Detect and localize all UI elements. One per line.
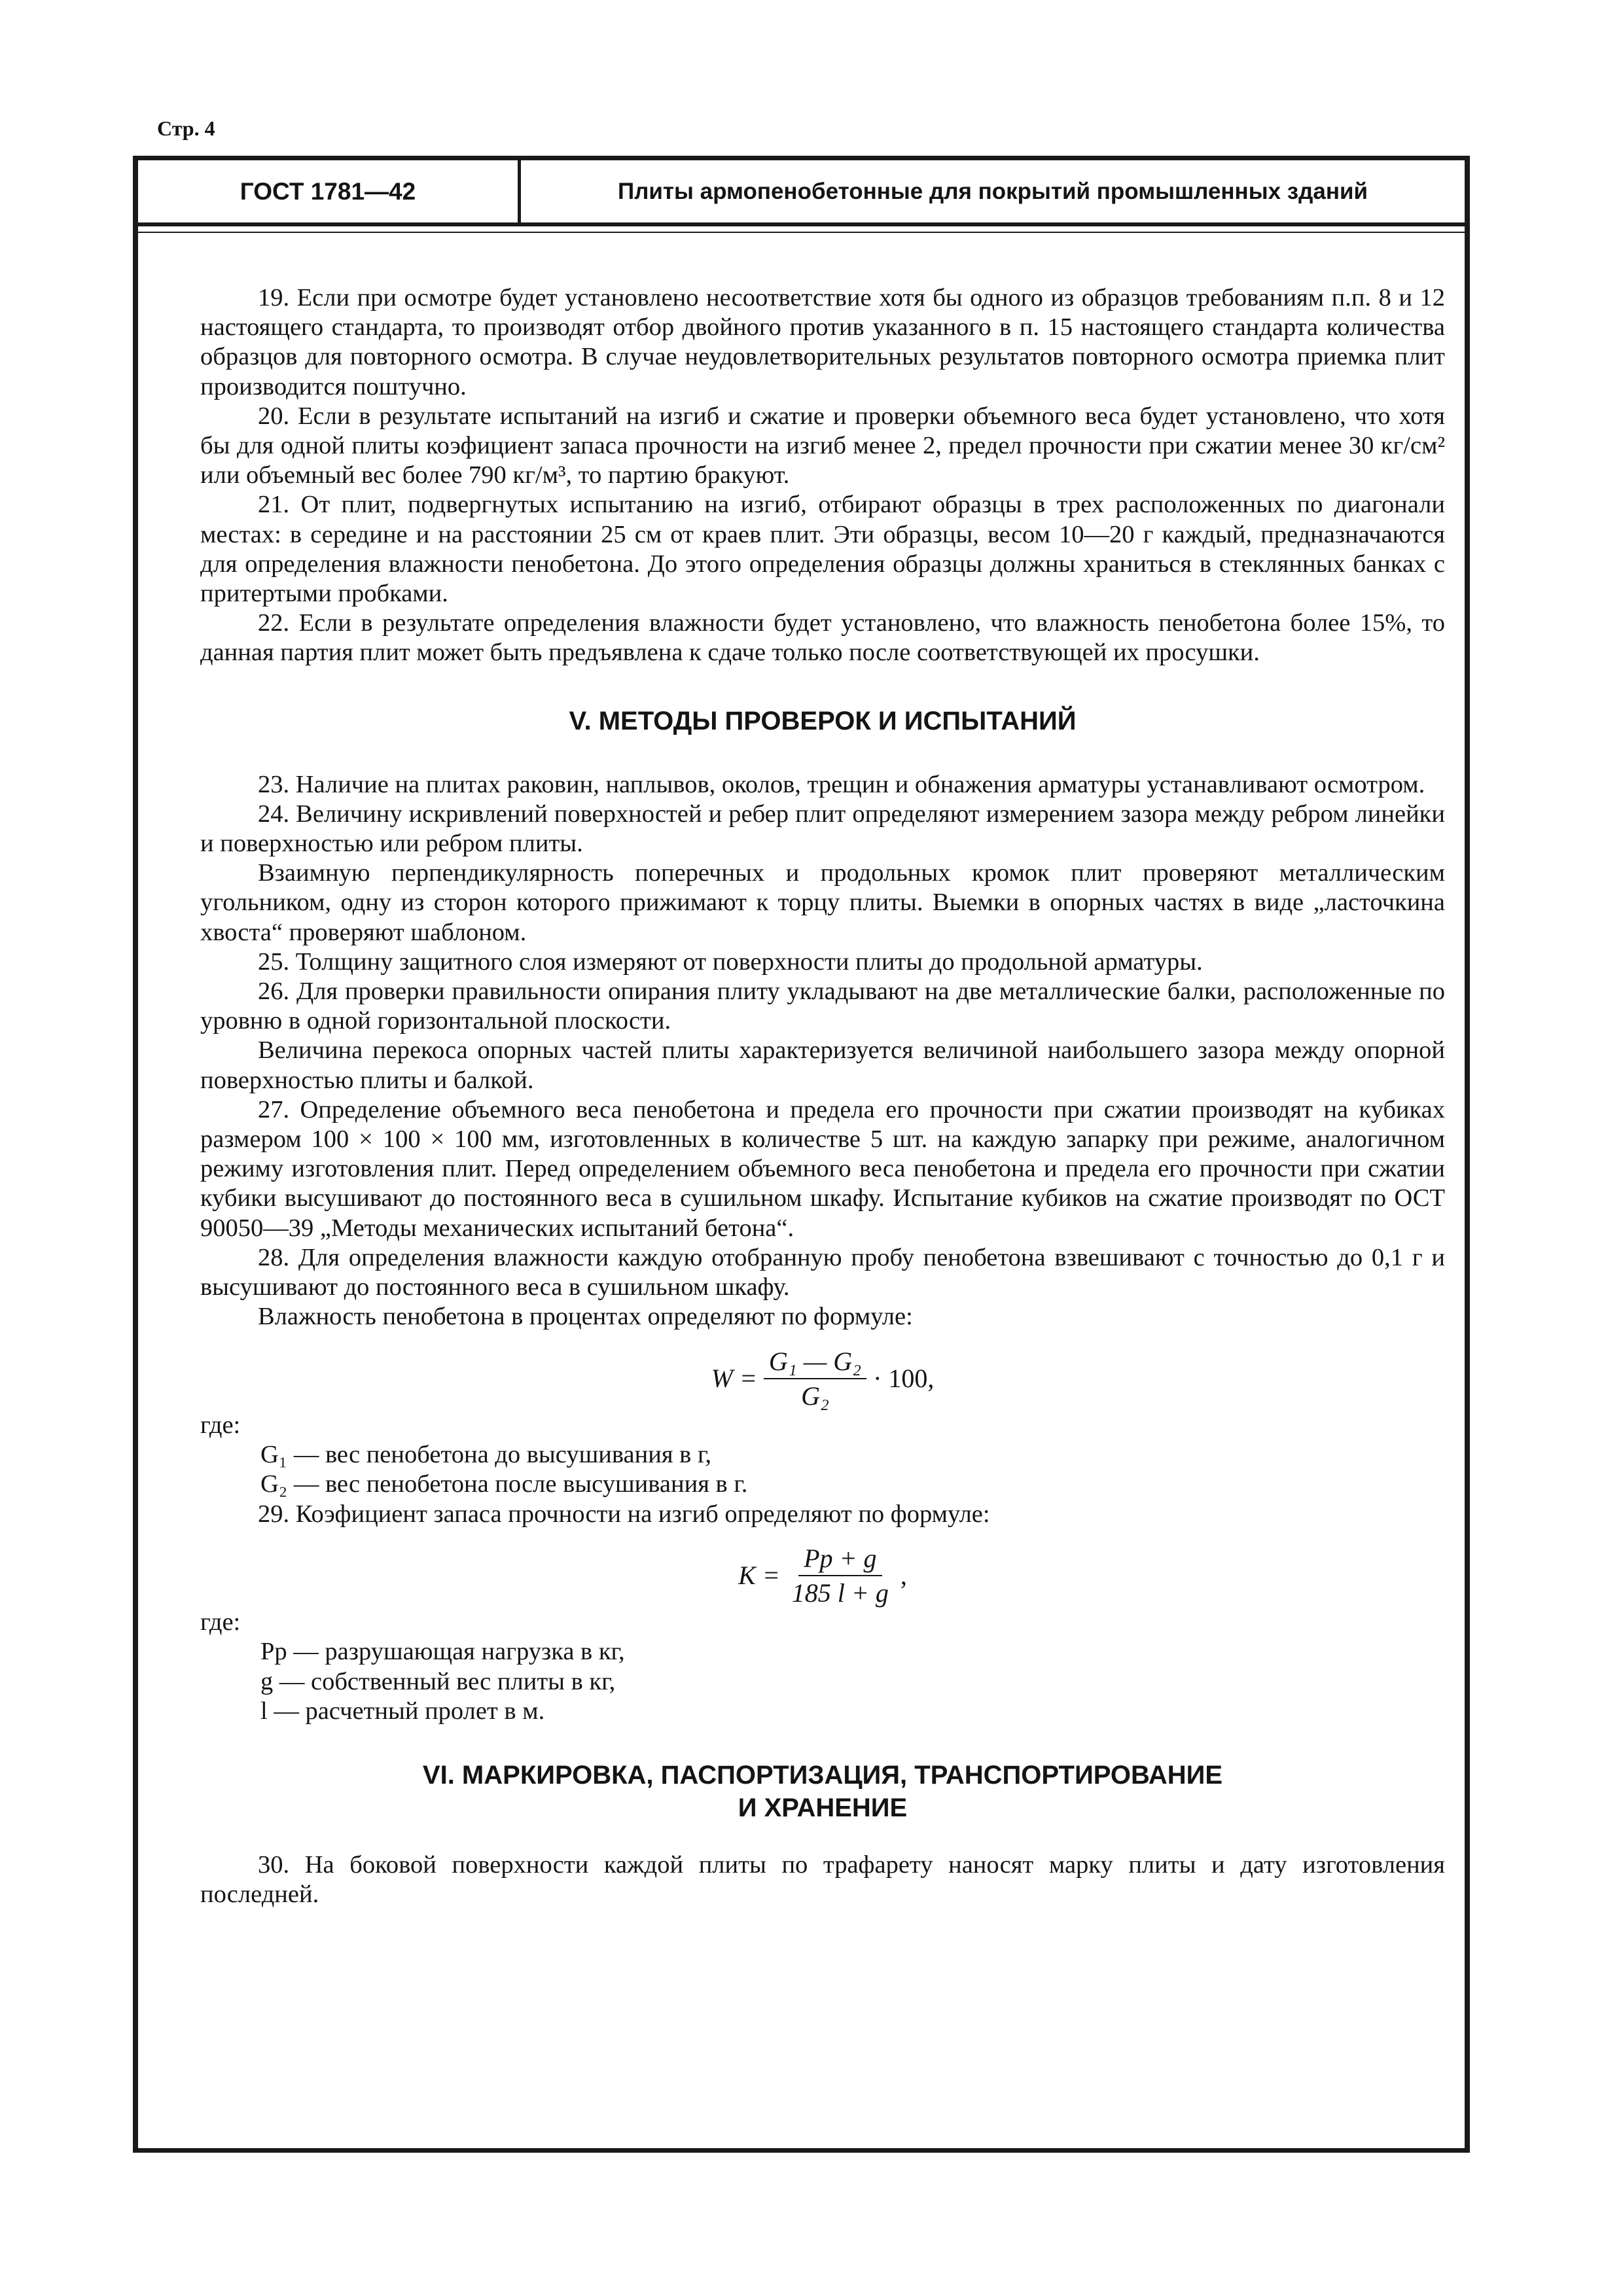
paragraph-24-continued: Взаимную перпендикулярность поперечных и продольных кромок плит проверяют металлическим угольником, одну из сторон которого прижимают к торцу плиты. Выемки в опорных частях в виде „ласточкина хвоста“ проверяют шаблоном. [200,859,1445,946]
standard-title: Плиты армопенобетонные для покрытий промышленных зданий [617,178,1368,204]
formula-w-numerator: G₁ — G₂ [764,1347,866,1379]
paragraph-26: 26. Для проверки правильности опирания плиту укладывают на две металлические балки, расположенные по уровню в одной горизонтальной плоскости. [200,978,1445,1035]
legend-g1: G₁ — вес пенобетона до высушивания в г, [260,1441,712,1469]
formula-strength [200,1544,1445,1608]
legend-g2: G₂ — вес пенобетона после высушивания в г. [260,1470,748,1498]
paragraph-23: 23. Наличие на плитах раковин, наплывов, околов, трещин и обнажения арматуры устанавливают осмотром. [258,770,1425,798]
paragraph-28: 28. Для определения влажности каждую отобранную пробу пенобетона взвешивают с точностью до 0,1 г и высушивают до постоянного веса в сушильном шкафу. [200,1243,1445,1301]
section-5-title: V. МЕТОДЫ ПРОВЕРОК И ИСПЫТАНИЙ [569,706,1077,735]
paragraph-21: 21. От плит, подвергнутых испытанию на изгиб, отбирают образцы в трех расположенных по диагонали местах: в середине и на расстоянии 25 см от краев плит. Эти образцы, весом 10—20 г каждый, предназначаются для определения влажности пенобетона. До этого определения образцы должны храниться в стеклянных банках с притертыми пробками. [200,491,1445,608]
paragraph-27: 27. Определение объемного веса пенобетона и предела его прочности при сжатии производят на кубиках размером 100 × 100 × 100 мм, изготовленных в количестве 5 шт. на каждую запарку при режиме, аналогичном режиму изготовления плит. Перед определением объемного веса пенобетона и предела его прочности при сжатии кубики высушивают до постоянного веса в сушильном шкафу. Испытание кубиков на сжатие производят по ОСТ 90050—39 „Методы механических испытаний бетона“. [200,1095,1445,1242]
paragraph-19: 19. Если при осмотре будет установлено несоответствие хотя бы одного из образцов требованиям п.п. 8 и 12 настоящего стандарта, то производят отбор двойного против указанного в п. 15 настоящего стандарта количества образцов для повторного осмотра. В случае неудовлетворительных результатов повторного осмотра приемка плит производится поштучно. [200,284,1445,400]
paragraph-25: 25. Толщину защитного слоя измеряют от поверхности плиты до продольной арматуры. [258,947,1203,976]
where-label-2: где: [200,1608,241,1636]
formula-k-fraction [787,1544,894,1608]
legend-pp: Pр — разрушающая нагрузка в кг, [260,1638,625,1666]
section-6-title-line-1: VI. МАРКИРОВКА, ПАСПОРТИЗАЦИЯ, ТРАНСПОРТИРОВАНИЕ [422,1760,1223,1790]
section-6-title-line-2: И ХРАНЕНИЕ [738,1793,908,1822]
paragraph-20: 20. Если в результате испытаний на изгиб и сжатие и проверки объемного веса будет установлено, что хотя бы для одной плиты коэфициент запаса прочности на изгиб менее 2, предел прочности при сжатии менее 30 кг/см² или объемный вес более 790 кг/м³, то партию бракуют. [200,402,1445,489]
document-body [200,283,1445,1909]
page-number: Стр. 4 [157,116,215,140]
formula-k-tail: , [900,1561,907,1591]
formula-w-denominator: G₂ [801,1381,829,1411]
paragraph-26-continued: Величина перекоса опорных частей плиты характеризуется величиной наибольшего зазора между опорной поверхностью плиты и балкой. [200,1036,1445,1094]
paragraph-29: 29. Коэфициент запаса прочности на изгиб определяют по формуле: [258,1500,990,1528]
formula-k-numerator: Pр + g [798,1544,882,1576]
paragraph-28-continued: Влажность пенобетона в процентах определяют по формуле: [258,1303,913,1331]
where-label-1: где: [200,1411,241,1439]
formula-k-lhs: K = [738,1561,780,1591]
formula-w-tail: · 100, [873,1364,935,1394]
paragraph-30: 30. На боковой поверхности каждой плиты по трафарету наносят марку плиты и дату изготовления последней. [200,1850,1445,1909]
header-divider [138,232,1465,233]
page-frame [133,156,1470,2153]
gost-code: ГОСТ 1781—42 [138,160,521,222]
legend-g: g — собственный вес плиты в кг, [260,1667,616,1695]
formula-moisture [200,1347,1445,1411]
formula-w-lhs: W = [711,1364,757,1394]
formula-w-fraction [764,1347,866,1411]
paragraph-22: 22. Если в результате определения влажности будет установлено, что влажность пенобетона более 15%, то данная партия плит может быть предъявлена к сдаче только после соответствующей их просушки. [200,609,1445,667]
standard-header [138,156,1465,226]
formula-k-denominator: 185 l + g [791,1578,889,1608]
legend-l: l — расчетный пролет в м. [260,1697,545,1725]
paragraph-24: 24. Величину искривлений поверхностей и ребер плит определяют измерением зазора между ребром линейки и поверхностью или ребром плиты. [200,800,1445,858]
